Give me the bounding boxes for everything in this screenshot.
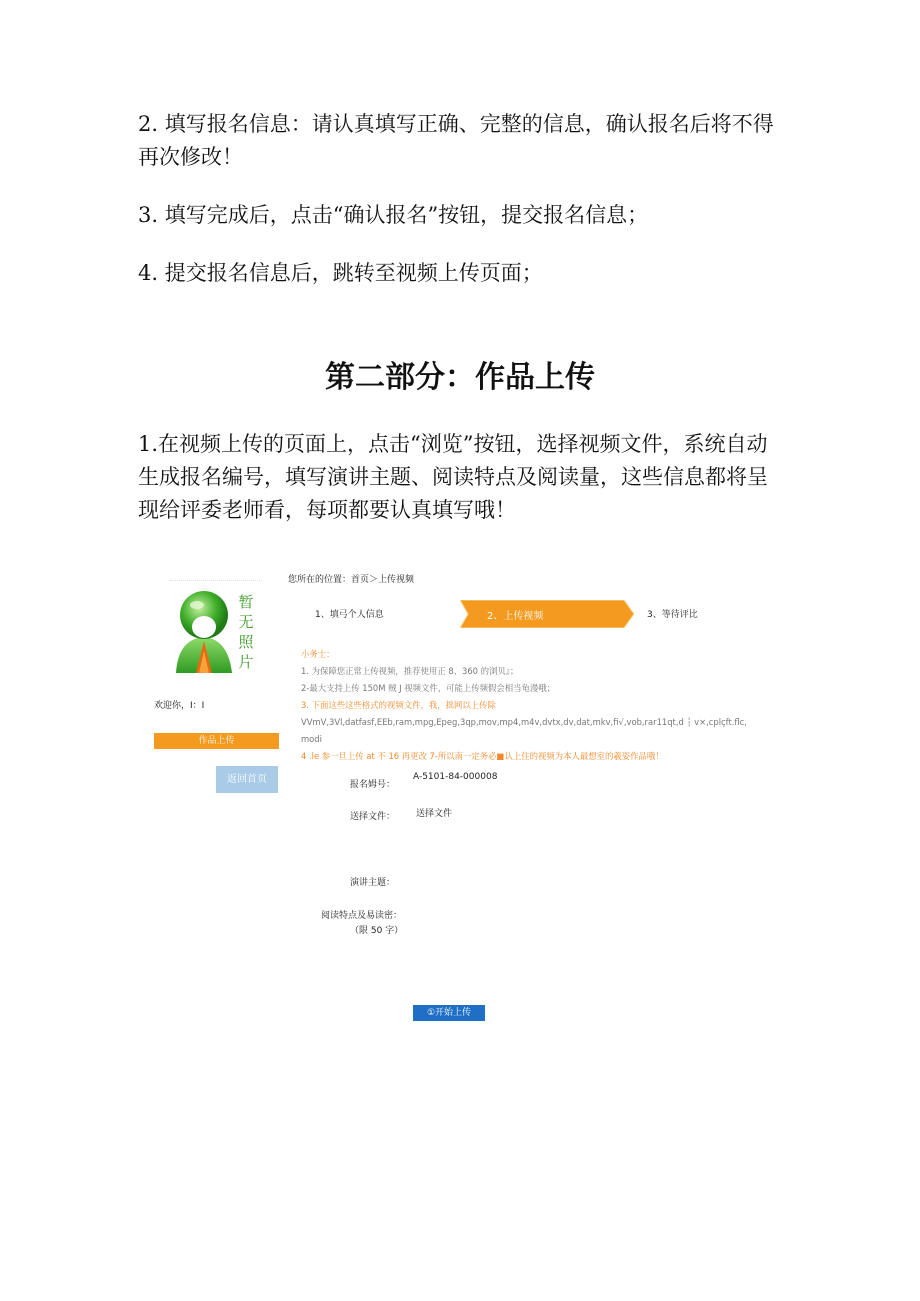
svg-text:暂: 暂 (238, 593, 254, 611)
breadcrumb: 您所在的位置：首页＞上传视频 (288, 575, 415, 585)
step-indicator-2-active (460, 600, 634, 628)
no-photo-icon (170, 581, 262, 677)
step-3-text: 3. 填写完成后，点击“确认报名”按钮，提交报名信息； (138, 203, 649, 227)
back-home-button[interactable]: 返回首页 (216, 766, 278, 793)
my-works-button[interactable]: 作品上传 (154, 733, 279, 749)
tips-title: 小务士： (301, 649, 335, 659)
tip-line-4: VVmV,3Vl,datfasf,EEb,ram,mpg,Epeg,3qp,mov,mp4,m4v,dvtx,dv,dat,mkv,fi√,vob,rar11qt,d ┆ v×,cplçft.flc, (301, 717, 747, 727)
step-indicator-1: 1、填弓个人信息 (315, 610, 384, 620)
reg-no-value: A-5101-84-000008 (413, 772, 498, 782)
upload-intro-text: 1.在视频上传的页面上，点击“浏览”按钮，选择视频文件，系统自动生成报名编号，填写演讲主题、阅读特点及阅读量，这些信息都将呈现给评委老师看，每项都要认真填写哦！ (138, 432, 768, 522)
tip-line-1: 1. 为保障您正常上传视频，推荐使用正 8、360 的浏贝』； (301, 666, 519, 676)
start-upload-button[interactable]: ①开始上传 (413, 1005, 485, 1021)
step-2-text: 2. 填写报名信息：请认真填写正确、完整的信息，确认报名后将不得再次修改！ (138, 112, 774, 169)
reading-label: 阅读特点及易读密： (321, 911, 403, 921)
tip-line-6: 4 .le 参一旦上传 at 不 16 再更改 7-所以南一定务必■认上住的视频为本人最想室的羲姿作品哦！ (301, 751, 664, 761)
upload-page-screenshot (148, 562, 768, 1032)
step-2-label: 2、上传视频 (487, 611, 544, 622)
step-4-text: 4. 提交报名信息后，跳转至视频上传页面； (138, 261, 543, 285)
step-indicator-3: 3、等待评比 (647, 610, 698, 620)
tip-line-3: 3. 下面这些这些格式的视频文件，我，拙网以上传除 (301, 700, 496, 710)
tips-box (301, 646, 761, 765)
tip-line-2: 2-最大支持上传 150M 贼 J 视频文件，可能上传频假会相当龟漫哦； (301, 683, 556, 693)
choose-file-button[interactable]: 送择文件 (416, 809, 453, 819)
reading-limit: （限 50 字） (350, 926, 404, 936)
reg-no-label: 报名姆号： (350, 780, 396, 790)
file-label: 送择文件： (350, 812, 396, 822)
section-heading: 第二部分：作品上传 (325, 360, 595, 395)
avatar (170, 580, 262, 677)
welcome-text: 欢迎你，I：I (154, 701, 205, 711)
svg-text:照: 照 (238, 633, 254, 651)
tip-line-5: modi (301, 734, 322, 744)
svg-text:片: 片 (238, 653, 254, 671)
svg-text:无: 无 (238, 613, 254, 631)
topic-label: 演讲主题： (350, 878, 396, 888)
